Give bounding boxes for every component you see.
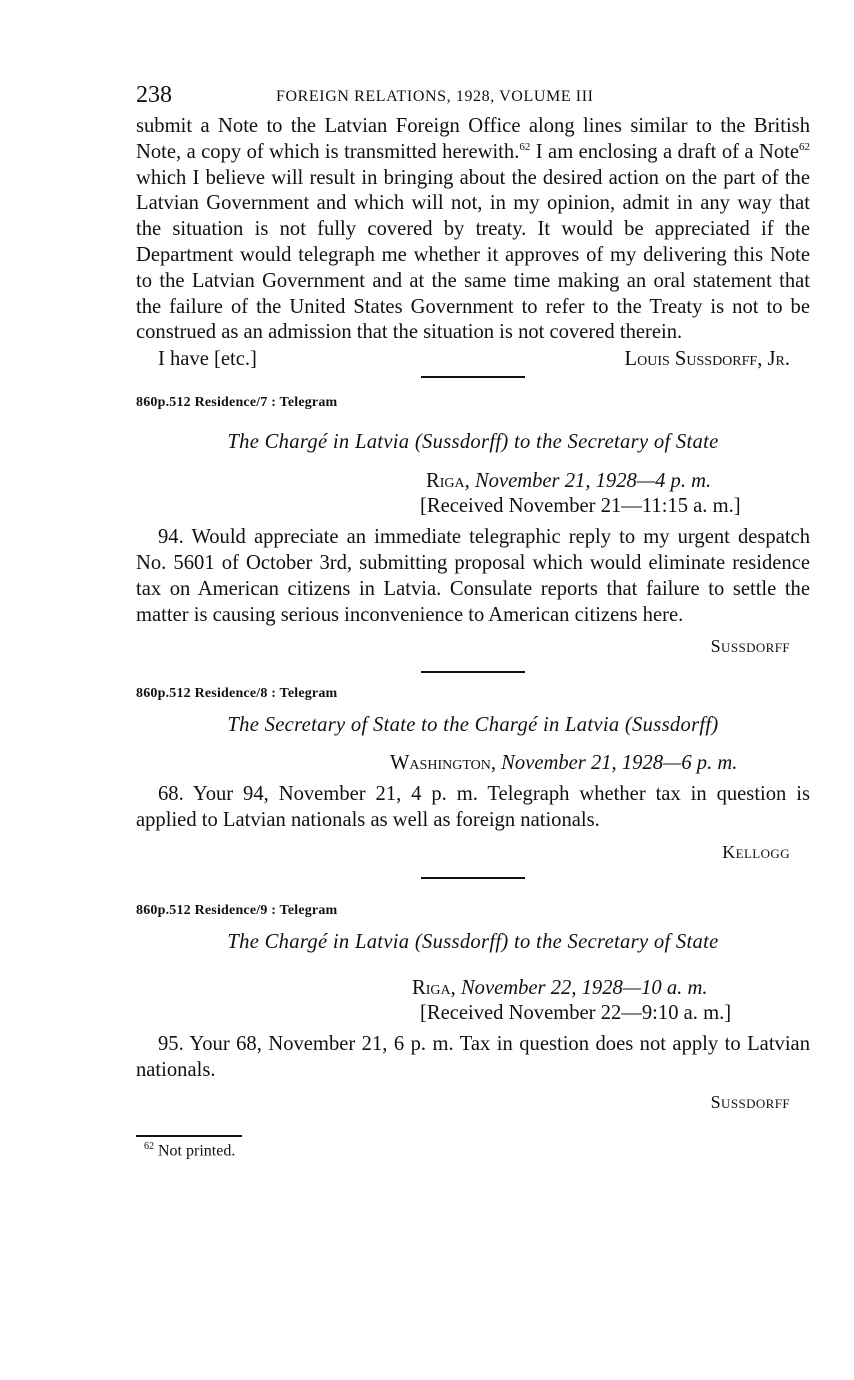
footnote-number: 62	[144, 1140, 154, 1152]
footnote-ref: 62	[519, 140, 531, 153]
dateline	[136, 976, 810, 1001]
continuation-paragraph: submit a Note to the Latvian Foreign Office along lines similar to the British Note, a copy of which is transmitted herewith.$^{62}$ I am enclosing a draft of a Note$^{62}$ which I believe will result in bringing about the desired action on the part of the Latvian Government and which will not, in my opinion, admit in any way that the situation is not fully covered by treaty. It would be appreciated if the Department would telegraph me whether it approves of my delivering this Note to the Latvian Government and at the same time making an oral statement that the failure of the United States Government to refer to the Treaty is not to be construed as an admission that the situation is not covered therein.	[136, 115, 810, 344]
received-note: [Received November 21—11:15 a. m.]	[420, 495, 741, 518]
document-title: The Chargé in Latvia (Sussdorff) to the Secretary of State	[227, 930, 719, 953]
closing-phrase: I have [etc.]	[158, 348, 257, 371]
document-title: The Chargé in Latvia (Sussdorff) to the Secretary of State	[227, 431, 719, 454]
place: Riga,	[412, 976, 456, 999]
telegram-signature: Sussdorff	[710, 1091, 790, 1112]
date: November 21, 1928—4 p. m.	[474, 470, 712, 493]
file-reference: 860p.512 Residence/9 : Telegram	[136, 902, 338, 918]
footnote-rule	[136, 1135, 242, 1137]
letter-closing	[136, 346, 810, 372]
place: Washington,	[390, 752, 496, 775]
footnote	[136, 1141, 810, 1160]
section-divider	[421, 671, 525, 673]
place: Riga,	[426, 470, 470, 493]
page-header	[136, 80, 810, 114]
section-divider	[421, 376, 525, 378]
date: November 22, 1928—10 a. m.	[460, 976, 708, 999]
running-head: FOREIGN RELATIONS, 1928, VOLUME III	[276, 88, 594, 105]
date: November 21, 1928—6 p. m.	[501, 752, 738, 775]
footnote-ref: 62	[799, 140, 810, 153]
footnote-text: Not printed.	[158, 1141, 236, 1159]
document-title: The Secretary of State to the Chargé in Latvia (Sussdorff)	[227, 714, 719, 737]
file-reference: 860p.512 Residence/8 : Telegram	[136, 686, 338, 702]
file-reference: 860p.512 Residence/7 : Telegram	[136, 395, 338, 411]
section-divider	[421, 877, 525, 879]
telegram-signature: Kellogg	[722, 841, 790, 862]
document-page	[136, 80, 810, 1160]
received-note: [Received November 22—9:10 a. m.]	[420, 1001, 732, 1024]
dateline	[136, 469, 810, 494]
dateline	[136, 751, 810, 776]
telegram-body: 95. Your 68, November 21, 6 p. m. Tax in question does not apply to Latvian nationals.	[136, 1032, 810, 1081]
telegram-body: 68. Your 94, November 21, 4 p. m. Telegraph whether tax in question is applied to Latvian nationals as well as foreign nationals.	[136, 783, 810, 832]
telegram-body: 94. Would appreciate an immediate telegraphic reply to my urgent despatch No. 5601 of October 3rd, submitting proposal which would eliminate residence tax on American citizens in Latvia. Consulate reports that failure to settle the matter is causing serious inconvenience to American citizens here.	[136, 526, 810, 626]
letter-signature: Louis Sussdorff, Jr.	[624, 348, 790, 371]
telegram-signature: Sussdorff	[710, 636, 790, 657]
page-number: 238	[136, 82, 172, 108]
